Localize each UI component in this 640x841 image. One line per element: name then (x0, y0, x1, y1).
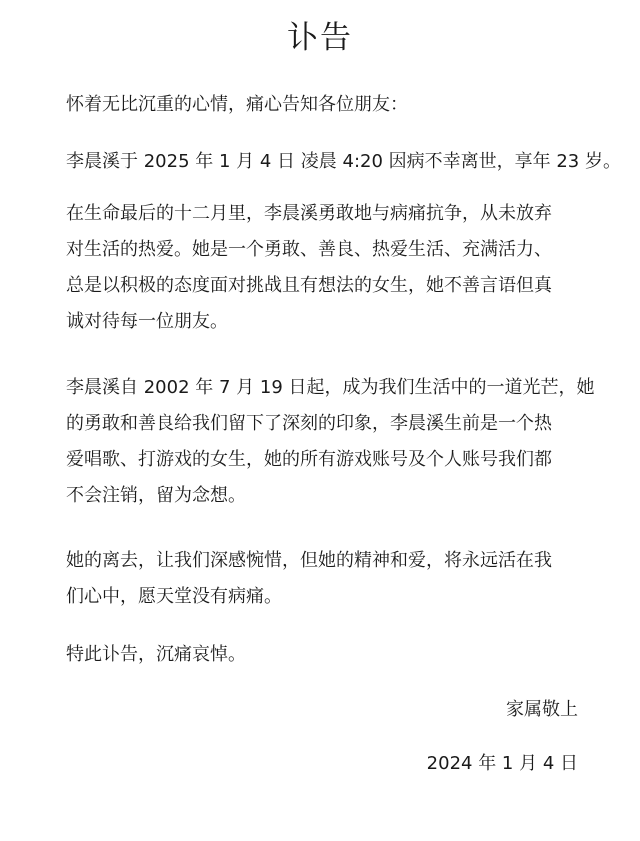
spirit-line: 们心中，愿天堂没有病痛。 (66, 586, 282, 607)
notice-date: 2024 年 1 月 4 日 (426, 753, 578, 774)
spirit-line: 她的离去，让我们深感惋惜，但她的精神和爱，将永远活在我 (66, 550, 552, 571)
closing-line: 特此讣告，沉痛哀悼。 (66, 644, 246, 665)
greeting-paragraph (66, 87, 594, 123)
memory-line: 爱唱歌、打游戏的女生，她的所有游戏账号及个人账号我们都 (66, 449, 552, 470)
memory-line: 李晨溪自 2002 年 7 月 19 日起，成为我们生活中的一道光芒，她 (66, 377, 595, 398)
life-paragraph (66, 196, 594, 340)
death-statement-line: 李晨溪于 2025 年 1 月 4 日 凌晨 4:20 因病不幸离世，享年 23 岁。 (66, 151, 621, 172)
signature: 家属敬上 (506, 699, 578, 720)
life-line: 总是以积极的态度面对挑战且有想法的女生，她不善言语但真 (66, 275, 552, 296)
memory-paragraph (66, 370, 594, 514)
memory-line: 不会注销，留为念想。 (66, 485, 246, 506)
closing-paragraph (66, 637, 594, 673)
memory-line: 的勇敢和善良给我们留下了深刻的印象，李晨溪生前是一个热 (66, 413, 552, 434)
life-line: 在生命最后的十二月里，李晨溪勇敢地与病痛抗争，从未放弃 (66, 203, 552, 224)
life-line: 诚对待每一位朋友。 (66, 311, 228, 332)
spirit-paragraph (66, 543, 594, 615)
death-statement-paragraph (66, 144, 621, 180)
life-line: 对生活的热爱。她是一个勇敢、善良、热爱生活、充满活力、 (66, 239, 552, 260)
greeting-line: 怀着无比沉重的心情，痛心告知各位朋友： (66, 94, 408, 115)
page-title: 讣告 (287, 20, 353, 56)
